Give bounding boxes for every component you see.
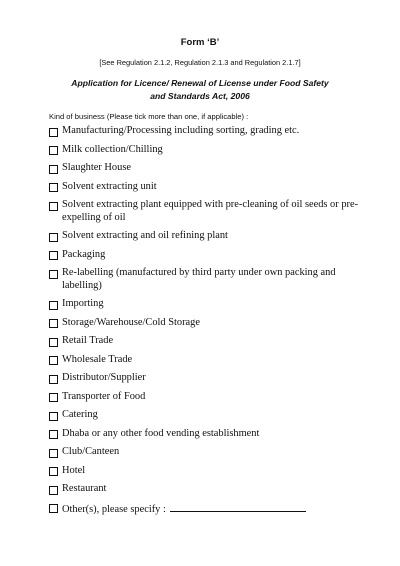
option-label: Packaging [62,248,106,260]
checkbox-club-canteen[interactable] [49,449,58,458]
list-item [49,181,364,194]
heading-line-1: Application for Licence/ Renewal of License under Food Safety [71,78,329,88]
list-item [49,267,364,292]
option-label: Retail Trade [62,335,114,346]
option-label: Distributor/Supplier [62,372,146,383]
option-label: Restaurant [62,483,107,494]
checkbox-slaughter-house[interactable] [49,165,58,174]
list-item [49,446,364,459]
checkbox-others[interactable] [49,504,58,513]
checkbox-hotel[interactable] [49,467,58,476]
regulation-reference: [See Regulation 2.1.2, Regulation 2.1.3 and Regulation 2.1.7] [99,58,301,67]
list-item [49,249,364,262]
option-label: Re-labelling (manufactured by third party under own packing and labelling) [62,267,336,291]
checkbox-importing[interactable] [49,301,58,310]
option-label: Club/Canteen [62,446,120,457]
list-item [49,317,364,330]
list-item [49,298,364,311]
checkbox-manufacturing[interactable] [49,128,58,137]
checkbox-distributor[interactable] [49,375,58,384]
business-kind-instruction: Kind of business (Please tick more than one, if applicable) : [49,112,249,121]
checkbox-restaurant[interactable] [49,486,58,495]
checkbox-catering[interactable] [49,412,58,421]
checkbox-retail-trade[interactable] [49,338,58,347]
list-item [49,372,364,385]
option-label: Manufacturing/Processing including sorting, grading etc. [62,125,300,136]
checkbox-milk-collection[interactable] [49,146,58,155]
others-specify-field[interactable] [170,502,306,512]
option-label: Solvent extracting and oil refining plant [62,230,228,241]
option-label: Storage/Warehouse/Cold Storage [62,316,200,328]
option-label: Importing [62,298,104,309]
option-label: Solvent extracting unit [62,180,157,192]
checkbox-wholesale-trade[interactable] [49,356,58,365]
option-label: Solvent extracting plant equipped with pre-cleaning of oil seeds or pre-expelling of oil [62,199,359,223]
list-item [49,428,364,441]
option-label: Wholesale Trade [62,353,133,365]
option-label [62,502,364,517]
application-heading [60,77,340,103]
option-label: Transporter of Food [62,390,146,402]
option-label: Catering [62,409,98,420]
checkbox-packaging[interactable] [49,251,58,260]
checkbox-solvent-extracting-plant[interactable] [49,202,58,211]
checkbox-solvent-extracting-unit[interactable] [49,183,58,192]
checkbox-storage[interactable] [49,319,58,328]
list-item [49,483,364,496]
checkbox-dhaba[interactable] [49,430,58,439]
option-label: Dhaba or any other food vending establishment [62,427,260,439]
others-label: Other(s), please specify : [62,503,166,515]
list-item [49,354,364,367]
option-label: Hotel [62,464,86,476]
list-item [49,335,364,348]
list-item [49,125,364,138]
checkbox-transporter[interactable] [49,393,58,402]
list-item [49,465,364,478]
list-item [49,391,364,404]
checkbox-solvent-refining-plant[interactable] [49,233,58,242]
list-item [49,230,364,243]
list-item [49,144,364,157]
option-label: Slaughter House [62,162,131,173]
business-type-list [49,125,364,516]
list-item [49,409,364,422]
list-item [49,502,364,517]
list-item [49,199,364,224]
list-item [49,162,364,175]
form-title: Form ‘B’ [180,37,220,48]
option-label: Milk collection/Chilling [62,143,163,155]
heading-line-2: and Standards Act, 2006 [150,91,250,101]
checkbox-re-labelling[interactable] [49,270,58,279]
